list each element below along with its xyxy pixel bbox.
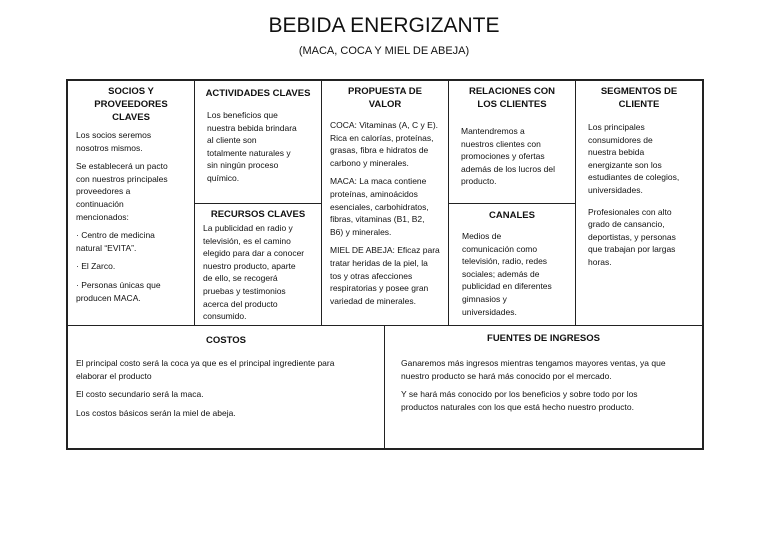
propuesta-text-coca: COCA: Vitaminas (A, C y E). Rica en calorías, proteínas, grasas, fibra e hidratos de carbono y minerales.	[330, 120, 439, 168]
costos-text-2: El costo secundario será la maca.	[76, 389, 204, 400]
socios-text-3: · Centro de medicina natural “EVITA”.	[76, 230, 155, 253]
actividades-block	[194, 80, 322, 204]
propuesta-header: PROPUESTA DE VALOR	[348, 86, 422, 110]
socios-text-5: · Personas únicas que producen MACA.	[76, 279, 161, 303]
recursos-block	[194, 203, 322, 326]
relaciones-block	[448, 80, 576, 204]
socios-text-1: Los socios seremos nosotros mismos.	[76, 130, 152, 153]
actividades-text-1: Los beneficios que nuestra bebida brindara al cliente son totalmente naturales y sin ningún proceso químico.	[207, 110, 297, 183]
socios-text-4: · El Zarco.	[76, 261, 116, 272]
segmentos-text-2: Profesionales con alto grado de cansancio, deportistas, y personas que trabajan por largas horas.	[588, 206, 676, 267]
costos-block	[67, 325, 385, 449]
actividades-header: ACTIVIDADES CLAVES	[205, 88, 311, 99]
propuesta-block	[321, 80, 449, 326]
propuesta-text-miel: MIEL DE ABEJA: Eficaz para tratar heridas de la piel, la tos y otras afecciones respiratorias y posee gran variedad de minerales.	[330, 245, 440, 306]
recursos-header: RECURSOS CLAVES	[210, 209, 306, 220]
socios-text-2: Se establecerá un pacto con nuestros principales proveedores a continuación mencionados:	[76, 161, 168, 222]
costos-text-1: El principal costo será la coca ya que es el principal ingrediente para elaborar el producto	[76, 358, 335, 381]
socios-block	[67, 80, 195, 326]
segmentos-text-1: Los principales consumidores de nuestra bebida energizante son los estudiantes de colegios, universidades.	[588, 122, 680, 195]
fuentes-text-2: Y se hará más conocido por los beneficios y sobre todo por los productos naturales con los que está hecho nuestro producto.	[401, 389, 638, 412]
fuentes-text-1: Ganaremos más ingresos mientras tengamos mayores ventas, ya que nuestro producto se hará más conocido por el mercado.	[401, 358, 666, 381]
relaciones-text-1: Mantendremos a nuestros clientes con promociones y ofertas además de los lucros del producto.	[461, 126, 556, 187]
canales-block	[448, 203, 576, 326]
costos-header: COSTOS	[206, 335, 246, 346]
canales-text-1: Medios de comunicación como televisión, radio, redes sociales; además de publicidad en diferentes gimnasios y universidades.	[462, 231, 552, 317]
fuentes-block	[384, 325, 703, 449]
relaciones-header: RELACIONES CON LOS CLIENTES	[468, 86, 556, 110]
socios-header: SOCIOS Y PROVEEDORES CLAVES	[94, 86, 168, 123]
recursos-text-1: La publicidad en radio y televisión, es el camino elegido para dar a conocer nuestro producto, aparte de ello, se recogerá pruebas y testimonios acerca del producto consumido.	[203, 223, 305, 322]
canales-header: CANALES	[489, 210, 535, 221]
document-title: BEBIDA ENERGIZANTE	[268, 14, 500, 37]
document-subtitle: (MACA, COCA Y MIEL DE ABEJA)	[298, 45, 470, 57]
business-model-canvas	[66, 79, 704, 450]
segmentos-block	[575, 80, 703, 326]
propuesta-text-maca: MACA: La maca contiene proteínas, aminoácidos esenciales, carbohidratos, fibras, vitaminas (B1, B2, B6) y minerales.	[330, 176, 429, 237]
fuentes-header: FUENTES DE INGRESOS	[487, 333, 600, 344]
costos-text-3: Los costos básicos serán la miel de abeja.	[76, 407, 236, 418]
segmentos-header: SEGMENTOS DE CLIENTE	[600, 86, 678, 110]
